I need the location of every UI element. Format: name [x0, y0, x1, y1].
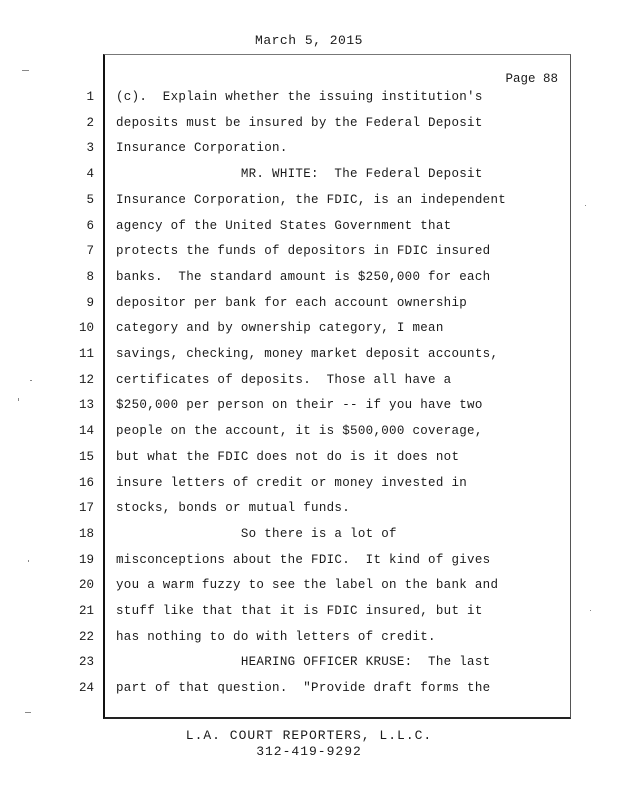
line-number: 11	[78, 347, 94, 361]
line-number: 20	[78, 578, 94, 593]
transcript-line	[0, 116, 618, 142]
scan-speck	[585, 205, 586, 206]
line-text: MR. WHITE: The Federal Deposit	[116, 167, 483, 182]
line-number: 3	[86, 141, 94, 156]
line-text: protects the funds of depositors in FDIC insured	[116, 244, 491, 259]
scan-speck	[30, 380, 32, 381]
transcript-line	[0, 270, 618, 296]
line-number: 7	[86, 244, 94, 259]
scan-speck	[25, 712, 31, 713]
line-number: 4	[86, 167, 94, 182]
transcript-line	[0, 373, 618, 399]
line-number: 22	[78, 629, 94, 644]
line-text: part of that question. "Provide draft forms the	[116, 681, 491, 696]
line-text: but what the FDIC does not do is it does not	[116, 449, 460, 464]
scan-speck	[22, 70, 29, 71]
line-number: 15	[78, 449, 94, 464]
line-number: 24	[78, 681, 94, 696]
line-text: people on the account, it is $500,000 coverage,	[116, 424, 483, 439]
transcript-line	[0, 424, 618, 450]
line-number: 8	[86, 269, 94, 284]
transcript-line	[0, 578, 618, 604]
transcript-line	[0, 244, 618, 270]
line-text: Insurance Corporation.	[116, 141, 288, 156]
page-number: Page 88	[505, 72, 558, 86]
line-number: 19	[78, 552, 94, 567]
court-reporter-name: L.A. COURT REPORTERS, L.L.C.	[185, 728, 433, 743]
line-text: misconceptions about the FDIC. It kind of gives	[116, 552, 491, 567]
transcript-line	[0, 681, 618, 707]
line-text: has nothing to do with letters of credit.	[116, 629, 436, 644]
line-text: deposits must be insured by the Federal Deposit	[116, 115, 483, 130]
scan-speck	[28, 560, 29, 562]
line-number: 5	[86, 192, 94, 207]
line-text: savings, checking, money market deposit accounts,	[116, 347, 499, 361]
transcript-line	[0, 655, 618, 681]
line-number: 17	[78, 501, 94, 516]
transcript-line	[0, 296, 618, 322]
scan-speck	[18, 398, 19, 401]
line-text: certificates of deposits. Those all have a	[116, 372, 452, 387]
transcript-date: March 5, 2015	[255, 33, 363, 48]
transcript-line	[0, 219, 618, 245]
line-text: stocks, bonds or mutual funds.	[116, 501, 351, 516]
transcript-line	[0, 321, 618, 347]
line-text: HEARING OFFICER KRUSE: The last	[116, 655, 491, 670]
line-text: you a warm fuzzy to see the label on the bank and	[116, 578, 499, 593]
line-number: 14	[78, 424, 94, 439]
line-number: 13	[78, 398, 94, 413]
line-text: category and by ownership category, I mean	[116, 321, 444, 336]
line-text: Insurance Corporation, the FDIC, is an independent	[116, 192, 507, 207]
line-number: 2	[86, 115, 94, 130]
line-number: 18	[78, 526, 94, 541]
line-number: 12	[78, 372, 94, 387]
transcript-line	[0, 527, 618, 553]
transcript-line	[0, 476, 618, 502]
transcript-line	[0, 141, 618, 167]
transcript-line	[0, 398, 618, 424]
line-number: 16	[78, 475, 94, 490]
line-text: So there is a lot of	[116, 526, 397, 541]
transcript-line	[0, 450, 618, 476]
transcript-line	[0, 501, 618, 527]
line-number: 6	[86, 218, 94, 233]
transcript-line	[0, 630, 618, 656]
scan-speck	[590, 610, 591, 611]
line-number: 9	[86, 295, 94, 310]
transcript-line	[0, 167, 618, 193]
transcript-line	[0, 553, 618, 579]
line-text: banks. The standard amount is $250,000 for each	[116, 269, 491, 284]
line-text: $250,000 per person on their -- if you have two	[116, 398, 483, 413]
transcript-line	[0, 90, 618, 116]
line-number: 10	[78, 321, 94, 336]
line-number: 1	[86, 90, 94, 104]
line-number: 21	[78, 604, 94, 618]
line-text: insure letters of credit or money invested in	[116, 475, 468, 490]
line-text: stuff like that that it is FDIC insured, but it	[116, 604, 483, 618]
transcript-line	[0, 604, 618, 630]
transcript-line	[0, 347, 618, 373]
line-text: (c). Explain whether the issuing institution's	[116, 90, 483, 104]
line-text: depositor per bank for each account ownership	[116, 295, 468, 310]
court-reporter-phone: 312-419-9292	[256, 744, 362, 759]
transcript-line	[0, 193, 618, 219]
line-number: 23	[78, 655, 94, 670]
line-text: agency of the United States Government that	[116, 218, 452, 233]
